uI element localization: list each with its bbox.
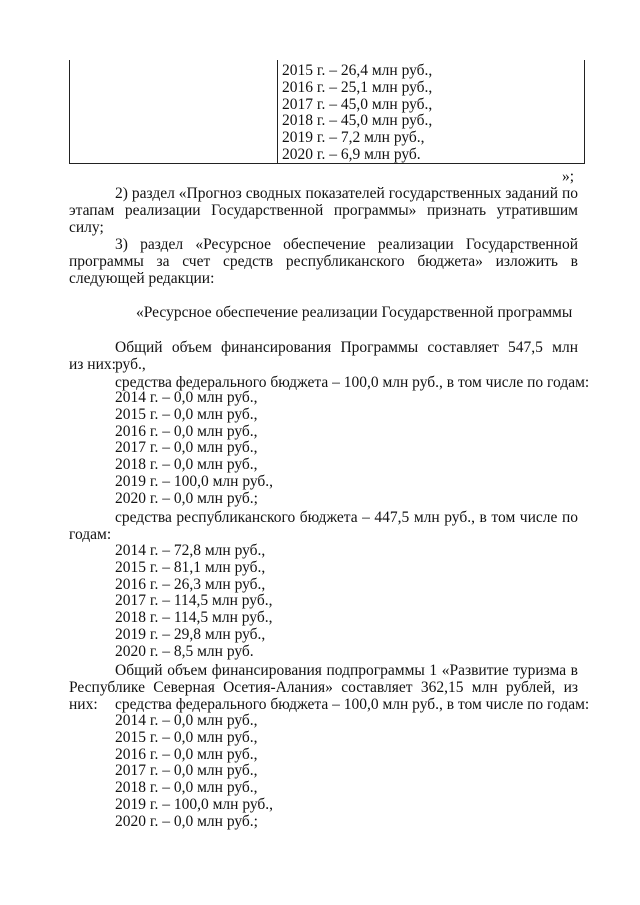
- total-line2: из них:: [69, 356, 116, 373]
- table-right-cell: [282, 63, 432, 164]
- list-item: 2018 г. – 0,0 млн руб.,: [115, 779, 258, 797]
- republic-line2: годам:: [69, 526, 112, 543]
- list-item: 2014 г. – 72,8 млн руб.,: [115, 542, 266, 559]
- list-item: 2017 г. – 114,5 млн руб.,: [115, 592, 273, 610]
- list-item: 2018 г. – 0,0 млн руб.,: [115, 456, 258, 474]
- table-column-divider: [277, 60, 278, 163]
- sub1-federal-intro: средства федерального бюджета – 100,0 млн руб., в том числе по годам:: [115, 696, 590, 713]
- item3-line1: 3) раздел «Ресурсное обеспечение реализации Государственной: [115, 236, 578, 253]
- republic-line1: средства республиканского бюджета – 447,5 млн руб., в том числе по: [115, 509, 578, 526]
- section-heading: «Ресурсное обеспечение реализации Государственной программы: [136, 304, 573, 321]
- list-item: 2019 г. – 100,0 млн руб.,: [115, 472, 274, 490]
- list-item: 2018 г. – 114,5 млн руб.,: [115, 609, 273, 627]
- item3-line2: программы за счет средств республиканского бюджета» изложить в: [69, 253, 578, 270]
- list-item: 2017 г. – 0,0 млн руб.,: [115, 762, 258, 780]
- list-item: 2014 г. – 0,0 млн руб.,: [115, 712, 258, 729]
- table-year-line: 2019 г. – 7,2 млн руб.,: [282, 129, 425, 147]
- list-item: 2015 г. – 0,0 млн руб.,: [115, 405, 258, 423]
- sub1-line2: Республике Северная Осетия-Алания» составляет 362,15 млн рублей, из них:: [69, 679, 578, 713]
- table-year-line: 2017 г. – 45,0 млн руб.,: [282, 95, 433, 113]
- list-item: 2015 г. – 0,0 млн руб.,: [115, 728, 258, 746]
- list-item: 2019 г. – 100,0 млн руб.,: [115, 795, 274, 813]
- list-item: 2016 г. – 0,0 млн руб.,: [115, 745, 258, 763]
- list-item: 2017 г. – 0,0 млн руб.,: [115, 439, 258, 457]
- funding-table: [69, 60, 585, 164]
- table-year-line: 2015 г. – 26,4 млн руб.,: [282, 62, 433, 79]
- total-line1: Общий объем финансирования Программы составляет 547,5 млн руб.,: [115, 339, 578, 373]
- list-item: 2015 г. – 81,1 млн руб.,: [115, 558, 266, 576]
- republic-years-list: [115, 543, 272, 661]
- list-item: 2019 г. – 29,8 млн руб.,: [115, 625, 266, 643]
- list-item: 2020 г. – 0,0 млн руб.;: [115, 812, 258, 830]
- list-item: 2014 г. – 0,0 млн руб.,: [115, 389, 258, 406]
- list-item: 2020 г. – 0,0 млн руб.;: [115, 489, 258, 507]
- list-item: 2016 г. – 0,0 млн руб.,: [115, 422, 258, 440]
- item3-line3: следующей редакции:: [69, 270, 215, 287]
- sub1-federal-years-list: [115, 713, 273, 831]
- federal-years-list: [115, 390, 273, 508]
- list-item: 2020 г. – 8,5 млн руб.: [115, 642, 254, 660]
- table-year-line: 2020 г. – 6,9 млн руб.: [282, 145, 421, 163]
- list-item: 2016 г. – 26,3 млн руб.,: [115, 575, 266, 593]
- table-year-line: 2016 г. – 25,1 млн руб.,: [282, 78, 433, 96]
- sub1-line1: Общий объем финансирования подпрограммы 1 «Развитие туризма в: [115, 662, 578, 679]
- item2-line1: 2) раздел «Прогноз сводных показателей государственных заданий по: [115, 185, 578, 202]
- item2-line2: этапам реализации Государственной программы» признать утратившим силу;: [69, 202, 578, 236]
- table-year-line: 2018 г. – 45,0 млн руб.,: [282, 112, 433, 130]
- closing-quote: »;: [562, 168, 575, 185]
- federal-intro: средства федерального бюджета – 100,0 млн руб., в том числе по годам:: [115, 374, 590, 391]
